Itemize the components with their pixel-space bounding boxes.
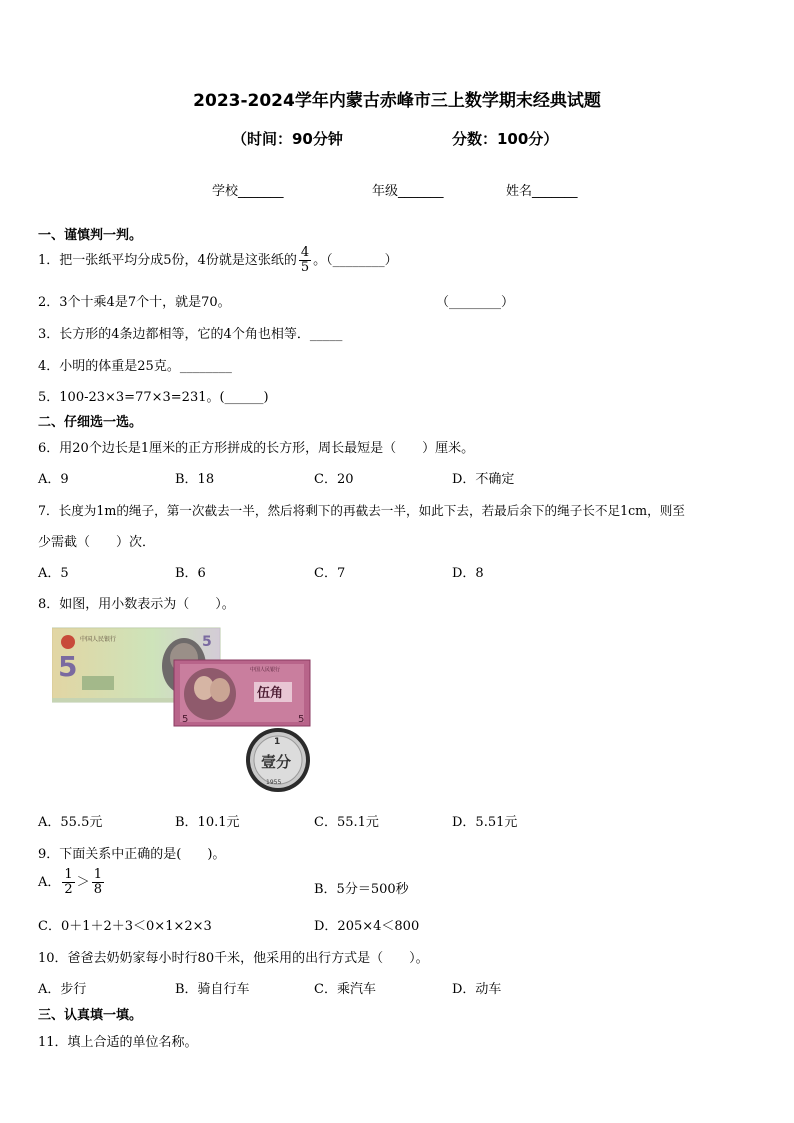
q6-option-c: C．20 xyxy=(314,472,354,487)
q1-text: 1．把一张纸平均分成5份，4份就是这张纸的 xyxy=(38,253,297,268)
q7-option-a: A．5 xyxy=(38,566,69,581)
q10-option-d: D．动车 xyxy=(452,982,502,997)
q9-fraction-eighth xyxy=(92,868,104,897)
question-3: 3．长方形的4条边都相等，它的4个角也相等．_____ xyxy=(38,327,343,342)
page-title: 2023-2024学年内蒙古赤峰市三上数学期末经典试题 xyxy=(193,91,601,111)
five-jiao-label: 伍角 xyxy=(257,686,284,701)
five-yuan-corner-digit: 5 xyxy=(202,634,212,650)
money-figure xyxy=(52,626,312,798)
q8-option-c: C．55.1元 xyxy=(314,815,379,830)
question-5: 5．100-23×3=77×3=231。(______) xyxy=(38,390,269,405)
question-6: 6．用20个边长是1厘米的正方形拼成的长方形，周长最短是（ ）厘米。 xyxy=(38,441,475,456)
q9-frac2-den: 8 xyxy=(93,882,102,897)
question-10: 10．爸爸去奶奶家每小时行80千米，他采用的出行方式是（ ）。 xyxy=(38,951,429,966)
q9-option-b: B．5分＝500秒 xyxy=(314,882,409,897)
grade-field: 年级_______ xyxy=(372,184,444,199)
question-4: 4．小明的体重是25克。________ xyxy=(38,359,232,374)
section-1-heading: 一、谨慎判一判。 xyxy=(38,228,143,243)
section-3-heading: 三、认真填一填。 xyxy=(38,1008,143,1023)
question-7-line-1: 7．长度为1m的绳子，第一次截去一半，然后将剩下的再截去一半，如此下去，若最后余下的绳子长不足1cm，则至 xyxy=(38,503,685,518)
q2-blank: （________） xyxy=(436,295,515,310)
question-11: 11．填上合适的单位名称。 xyxy=(38,1035,198,1050)
five-jiao-bank-name: 中国人民银行 xyxy=(250,667,281,673)
q7-option-d: D．8 xyxy=(452,566,484,581)
q9-frac1-den: 2 xyxy=(64,882,73,897)
question-9: 9．下面关系中正确的是( )。 xyxy=(38,847,226,862)
q1-blank: 。（________） xyxy=(313,253,398,268)
coin-year: 1955 xyxy=(266,779,282,786)
q6-option-a: A．9 xyxy=(38,472,69,487)
section-2-heading: 二、仔细选一选。 xyxy=(38,415,143,430)
q7-option-c: C．7 xyxy=(314,566,346,581)
five-jiao-banknote-icon xyxy=(174,660,310,726)
coin-label: 壹分 xyxy=(261,753,292,771)
q9-frac2-num: 1 xyxy=(93,867,102,882)
q7-option-b: B．6 xyxy=(175,566,206,581)
q1-numerator: 4 xyxy=(300,245,310,260)
one-fen-coin-icon xyxy=(246,728,310,792)
exam-score: 分数：100分） xyxy=(452,130,559,148)
q6-option-d: D．不确定 xyxy=(452,472,515,487)
q9-option-c: C．0＋1＋2＋3＜0×1×2×3 xyxy=(38,919,212,934)
question-7-line-2: 少需截（ ）次． xyxy=(38,535,156,550)
q1-fraction xyxy=(299,246,311,275)
question-8: 8．如图，用小数表示为（ ）。 xyxy=(38,597,235,612)
q9-option-d: D．205×4＜800 xyxy=(314,919,420,934)
coin-digit: 1 xyxy=(274,737,281,747)
q8-option-b: B．10.1元 xyxy=(175,815,240,830)
q8-option-d: D．5.51元 xyxy=(452,815,518,830)
q9-option-a-label: A． xyxy=(38,875,61,890)
five-jiao-digit-right: 5 xyxy=(298,714,305,725)
name-field: 姓名_______ xyxy=(506,184,578,199)
q9-comparison: ＞ xyxy=(76,875,90,890)
school-field: 学校_______ xyxy=(212,184,284,199)
five-yuan-bank-name: 中国人民银行 xyxy=(80,636,117,643)
q10-option-a: A．步行 xyxy=(38,982,87,997)
q1-denominator: 5 xyxy=(300,260,310,275)
q9-fraction-half xyxy=(62,868,74,897)
five-jiao-digit-left: 5 xyxy=(182,714,189,725)
q6-option-b: B．18 xyxy=(175,472,215,487)
question-1 xyxy=(38,246,398,275)
q9-frac1-num: 1 xyxy=(64,867,73,882)
exam-time: （时间：90分钟 xyxy=(232,130,343,148)
q9-option-a xyxy=(38,868,106,897)
q10-option-c: C．乘汽车 xyxy=(314,982,376,997)
question-2: 2．3个十乘4是7个十，就是70。 xyxy=(38,295,231,310)
q8-option-a: A．55.5元 xyxy=(38,815,103,830)
five-yuan-digit: 5 xyxy=(58,650,78,683)
q10-option-b: B．骑自行车 xyxy=(175,982,250,997)
